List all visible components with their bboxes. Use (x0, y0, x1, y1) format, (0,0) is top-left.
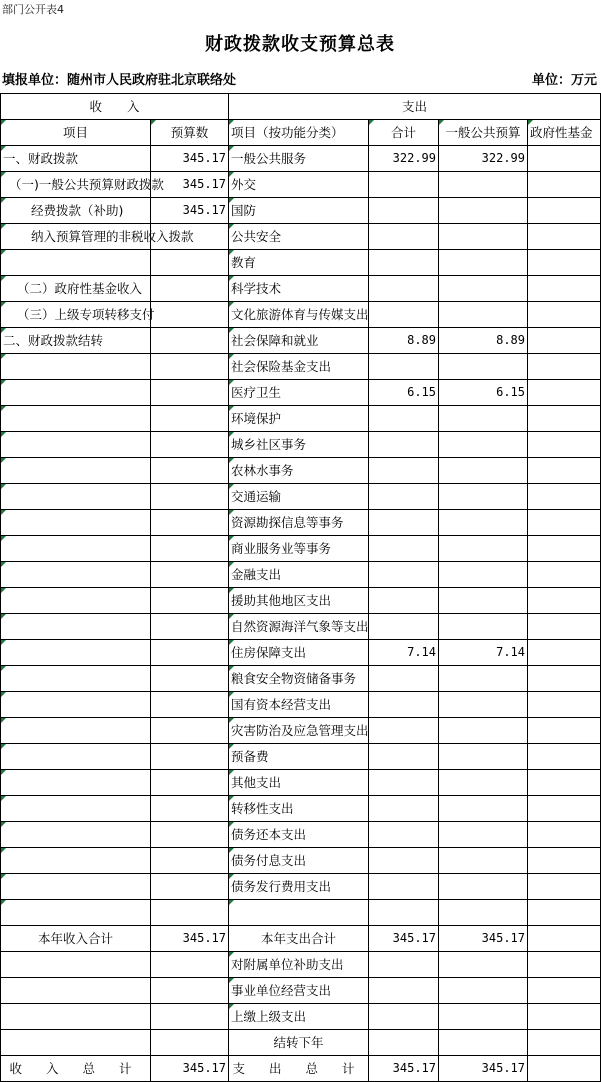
table-row (1, 978, 601, 1004)
expense-total-cell (369, 822, 439, 848)
expense-total-cell (369, 458, 439, 484)
form-number-label: 部门公开表4 (2, 3, 64, 16)
table-row (1, 744, 601, 770)
expense-general-cell (439, 1004, 528, 1030)
expense-total-cell: 7.14 (369, 640, 439, 666)
expense-general-cell (439, 536, 528, 562)
table-row (1, 692, 601, 718)
section-header-row (1, 94, 601, 120)
income-item-cell (1, 952, 151, 978)
expense-fund-cell (528, 822, 601, 848)
expense-function-cell: 粮食安全物资储备事务 (229, 666, 369, 692)
table-row (1, 276, 601, 302)
expense-fund-cell (528, 562, 601, 588)
table-row (1, 302, 601, 328)
income-budget-cell (151, 250, 229, 276)
expense-function-cell: 环境保护 (229, 406, 369, 432)
expense-general-cell (439, 978, 528, 1004)
expense-fund-cell (528, 744, 601, 770)
expense-total-cell (369, 692, 439, 718)
expense-general-cell (439, 770, 528, 796)
expense-function-cell: 上缴上级支出 (229, 1004, 369, 1030)
income-budget-cell (151, 952, 229, 978)
expense-general-cell (439, 354, 528, 380)
expense-general-cell (439, 562, 528, 588)
income-budget-cell (151, 874, 229, 900)
grand-expense-fund (528, 1056, 601, 1082)
expense-fund-cell (528, 432, 601, 458)
expense-function-cell: 债务发行费用支出 (229, 874, 369, 900)
income-item-cell (1, 770, 151, 796)
income-item-cell (1, 822, 151, 848)
expense-general-cell (439, 718, 528, 744)
expense-general-cell (439, 848, 528, 874)
expense-general-cell (439, 276, 528, 302)
table-row (1, 198, 601, 224)
income-budget-cell (151, 276, 229, 302)
expense-general-cell (439, 250, 528, 276)
expense-fund-cell (528, 718, 601, 744)
table-row (1, 588, 601, 614)
expense-total-cell (369, 432, 439, 458)
grand-total-row (1, 1056, 601, 1082)
expense-fund-cell (528, 874, 601, 900)
expense-general-cell (439, 302, 528, 328)
income-item-cell: （一)一般公共预算财政拨款 (1, 172, 151, 198)
table-row (1, 1030, 601, 1056)
expense-function-cell: 科学技术 (229, 276, 369, 302)
income-budget-cell (151, 692, 229, 718)
income-budget-cell (151, 458, 229, 484)
income-budget-cell (151, 770, 229, 796)
income-budget-cell: 345.17 (151, 172, 229, 198)
expense-fund-cell (528, 380, 601, 406)
income-budget-cell (151, 718, 229, 744)
table-row (1, 952, 601, 978)
income-item-cell (1, 588, 151, 614)
expense-fund-cell (528, 458, 601, 484)
expense-general-cell (439, 510, 528, 536)
income-budget-cell (151, 744, 229, 770)
income-budget-cell (151, 640, 229, 666)
table-row (1, 770, 601, 796)
expense-fund-cell (528, 978, 601, 1004)
expense-general-cell: 7.14 (439, 640, 528, 666)
expense-function-cell: 对附属单位补助支出 (229, 952, 369, 978)
table-row (1, 614, 601, 640)
page-title: 财政拨款收支预算总表 (205, 34, 395, 55)
expense-general-cell (439, 406, 528, 432)
expense-function-cell: 结转下年 (229, 1030, 369, 1056)
income-budget-cell (151, 1004, 229, 1030)
expense-function-cell: 商业服务业等事务 (229, 536, 369, 562)
income-item-cell: （二）政府性基金收入 (1, 276, 151, 302)
table-row (1, 562, 601, 588)
income-budget-cell (151, 380, 229, 406)
col-header-fund: 政府性基金 (528, 120, 601, 146)
expense-total-cell (369, 614, 439, 640)
income-item-cell (1, 744, 151, 770)
income-item-cell (1, 510, 151, 536)
expense-total-cell (369, 666, 439, 692)
expense-fund-cell (528, 146, 601, 172)
expense-total-cell (369, 744, 439, 770)
expense-function-cell: 其他支出 (229, 770, 369, 796)
income-item-cell: 纳入预算管理的非税收入拨款 (1, 224, 151, 250)
expense-function-cell: 文化旅游体育与传媒支出 (229, 302, 369, 328)
income-budget-cell (151, 432, 229, 458)
expense-fund-cell (528, 770, 601, 796)
expense-function-cell: 社会保障和就业 (229, 328, 369, 354)
income-item-cell (1, 562, 151, 588)
income-budget-cell (151, 354, 229, 380)
expense-general-cell (439, 874, 528, 900)
expense-total-cell (369, 354, 439, 380)
expense-function-cell (229, 900, 369, 926)
expense-general-cell (439, 458, 528, 484)
expense-general-cell (439, 666, 528, 692)
income-item-cell (1, 640, 151, 666)
grand-income-label: 收 入 总 计 (1, 1056, 151, 1082)
year-income-value: 345.17 (151, 926, 229, 952)
reporting-unit: 填报单位：随州市人民政府驻北京联络处 (2, 73, 237, 88)
expense-function-cell: 社会保险基金支出 (229, 354, 369, 380)
table-row (1, 536, 601, 562)
table-row (1, 796, 601, 822)
expense-function-cell: 公共安全 (229, 224, 369, 250)
expense-function-cell: 教育 (229, 250, 369, 276)
year-expense-fund (528, 926, 601, 952)
expense-general-cell (439, 432, 528, 458)
year-total-row (1, 926, 601, 952)
expense-general-cell (439, 1030, 528, 1056)
expense-total-cell: 322.99 (369, 146, 439, 172)
expense-function-cell: 资源勘探信息等事务 (229, 510, 369, 536)
table-row (1, 328, 601, 354)
expense-function-cell: 援助其他地区支出 (229, 588, 369, 614)
expense-function-cell: 住房保障支出 (229, 640, 369, 666)
table-row (1, 146, 601, 172)
grand-expense-total: 345.17 (369, 1056, 439, 1082)
expense-total-cell (369, 978, 439, 1004)
income-item-cell (1, 380, 151, 406)
expense-function-cell: 农林水事务 (229, 458, 369, 484)
expense-general-cell: 8.89 (439, 328, 528, 354)
table-row (1, 432, 601, 458)
expense-fund-cell (528, 900, 601, 926)
expense-function-cell: 外交 (229, 172, 369, 198)
year-expense-total: 345.17 (369, 926, 439, 952)
expense-function-cell: 事业单位经营支出 (229, 978, 369, 1004)
expense-general-cell (439, 822, 528, 848)
expense-total-cell (369, 588, 439, 614)
expense-total-cell (369, 536, 439, 562)
expense-fund-cell (528, 614, 601, 640)
expense-total-cell (369, 276, 439, 302)
expense-general-cell (439, 614, 528, 640)
income-item-cell (1, 692, 151, 718)
col-header-general: 一般公共预算 (439, 120, 528, 146)
expense-fund-cell (528, 692, 601, 718)
table-row (1, 380, 601, 406)
expense-total-cell (369, 250, 439, 276)
income-budget-cell (151, 796, 229, 822)
expense-total-cell (369, 224, 439, 250)
expense-fund-cell (528, 796, 601, 822)
expense-fund-cell (528, 1030, 601, 1056)
expense-function-cell: 债务付息支出 (229, 848, 369, 874)
table-row (1, 874, 601, 900)
expense-general-cell (439, 796, 528, 822)
income-item-cell (1, 484, 151, 510)
income-item-cell (1, 614, 151, 640)
income-item-cell (1, 432, 151, 458)
expense-fund-cell (528, 848, 601, 874)
expense-function-cell: 城乡社区事务 (229, 432, 369, 458)
col-header-total: 合计 (369, 120, 439, 146)
expense-general-cell (439, 198, 528, 224)
income-item-cell (1, 718, 151, 744)
income-item-cell (1, 458, 151, 484)
table-row (1, 666, 601, 692)
table-row (1, 354, 601, 380)
income-budget-cell (151, 224, 229, 250)
table-row (1, 640, 601, 666)
expense-total-cell (369, 1030, 439, 1056)
expense-fund-cell (528, 354, 601, 380)
expense-total-cell (369, 1004, 439, 1030)
table-row (1, 484, 601, 510)
income-section-header: 收 入 (1, 94, 229, 120)
income-item-cell: 二、财政拨款结转 (1, 328, 151, 354)
expense-general-cell: 322.99 (439, 146, 528, 172)
expense-total-cell (369, 796, 439, 822)
income-budget-cell (151, 328, 229, 354)
table-row (1, 224, 601, 250)
expense-general-cell (439, 744, 528, 770)
grand-expense-label: 支 出 总 计 (229, 1056, 369, 1082)
table-row (1, 250, 601, 276)
income-budget-cell (151, 302, 229, 328)
table-row (1, 458, 601, 484)
income-item-cell (1, 978, 151, 1004)
expense-total-cell (369, 718, 439, 744)
expense-total-cell: 8.89 (369, 328, 439, 354)
expense-fund-cell (528, 406, 601, 432)
grand-expense-general: 345.17 (439, 1056, 528, 1082)
income-budget-cell (151, 848, 229, 874)
income-budget-cell (151, 822, 229, 848)
expense-fund-cell (528, 302, 601, 328)
expense-function-cell: 国防 (229, 198, 369, 224)
col-header-item: 项目 (1, 120, 151, 146)
expense-section-header: 支出 (229, 94, 601, 120)
expense-fund-cell (528, 510, 601, 536)
expense-general-cell (439, 900, 528, 926)
table-row (1, 718, 601, 744)
expense-total-cell (369, 198, 439, 224)
expense-fund-cell (528, 224, 601, 250)
expense-fund-cell (528, 172, 601, 198)
year-income-label: 本年收入合计 (1, 926, 151, 952)
expense-total-cell (369, 770, 439, 796)
table-row (1, 406, 601, 432)
expense-fund-cell (528, 328, 601, 354)
expense-general-cell (439, 588, 528, 614)
expense-total-cell (369, 510, 439, 536)
income-item-cell (1, 1030, 151, 1056)
income-item-cell (1, 900, 151, 926)
income-budget-cell: 345.17 (151, 198, 229, 224)
expense-general-cell: 6.15 (439, 380, 528, 406)
expense-total-cell (369, 562, 439, 588)
expense-general-cell (439, 484, 528, 510)
expense-function-cell: 灾害防治及应急管理支出 (229, 718, 369, 744)
income-item-cell: （三）上级专项转移支付 (1, 302, 151, 328)
expense-general-cell (439, 692, 528, 718)
expense-total-cell: 6.15 (369, 380, 439, 406)
income-budget-cell (151, 510, 229, 536)
budget-table (0, 93, 601, 1082)
income-budget-cell (151, 1030, 229, 1056)
expense-function-cell: 自然资源海洋气象等支出 (229, 614, 369, 640)
income-item-cell: 一、财政拨款 (1, 146, 151, 172)
expense-fund-cell (528, 250, 601, 276)
year-expense-label: 本年支出合计 (229, 926, 369, 952)
expense-total-cell (369, 302, 439, 328)
column-header-row (1, 120, 601, 146)
income-budget-cell (151, 536, 229, 562)
income-item-cell (1, 354, 151, 380)
expense-function-cell: 预备费 (229, 744, 369, 770)
expense-function-cell: 医疗卫生 (229, 380, 369, 406)
year-expense-general: 345.17 (439, 926, 528, 952)
expense-fund-cell (528, 952, 601, 978)
expense-general-cell (439, 224, 528, 250)
income-budget-cell: 345.17 (151, 146, 229, 172)
expense-general-cell (439, 172, 528, 198)
expense-total-cell (369, 406, 439, 432)
expense-function-cell: 国有资本经营支出 (229, 692, 369, 718)
expense-fund-cell (528, 276, 601, 302)
expense-total-cell (369, 874, 439, 900)
table-row (1, 1004, 601, 1030)
expense-total-cell (369, 952, 439, 978)
expense-total-cell (369, 484, 439, 510)
income-budget-cell (151, 406, 229, 432)
expense-total-cell (369, 172, 439, 198)
expense-general-cell (439, 952, 528, 978)
expense-fund-cell (528, 484, 601, 510)
expense-total-cell (369, 848, 439, 874)
table-row (1, 172, 601, 198)
expense-fund-cell (528, 198, 601, 224)
income-item-cell (1, 796, 151, 822)
expense-function-cell: 金融支出 (229, 562, 369, 588)
table-row (1, 822, 601, 848)
table-row (1, 900, 601, 926)
col-header-function: 项目（按功能分类） (229, 120, 369, 146)
income-item-cell (1, 874, 151, 900)
expense-fund-cell (528, 640, 601, 666)
expense-fund-cell (528, 666, 601, 692)
expense-fund-cell (528, 588, 601, 614)
expense-function-cell: 债务还本支出 (229, 822, 369, 848)
income-budget-cell (151, 978, 229, 1004)
expense-function-cell: 一般公共服务 (229, 146, 369, 172)
col-header-budget: 预算数 (151, 120, 229, 146)
income-item-cell (1, 1004, 151, 1030)
income-budget-cell (151, 484, 229, 510)
table-row (1, 510, 601, 536)
table-row (1, 848, 601, 874)
expense-total-cell (369, 900, 439, 926)
expense-function-cell: 转移性支出 (229, 796, 369, 822)
currency-unit: 单位：万元 (531, 73, 597, 88)
expense-fund-cell (528, 1004, 601, 1030)
income-item-cell (1, 666, 151, 692)
income-item-cell (1, 250, 151, 276)
income-budget-cell (151, 666, 229, 692)
income-budget-cell (151, 562, 229, 588)
expense-function-cell: 交通运输 (229, 484, 369, 510)
expense-fund-cell (528, 536, 601, 562)
income-budget-cell (151, 614, 229, 640)
income-item-cell (1, 848, 151, 874)
grand-income-value: 345.17 (151, 1056, 229, 1082)
income-item-cell (1, 406, 151, 432)
income-budget-cell (151, 588, 229, 614)
income-budget-cell (151, 900, 229, 926)
income-item-cell: 经费拨款（补助) (1, 198, 151, 224)
income-item-cell (1, 536, 151, 562)
